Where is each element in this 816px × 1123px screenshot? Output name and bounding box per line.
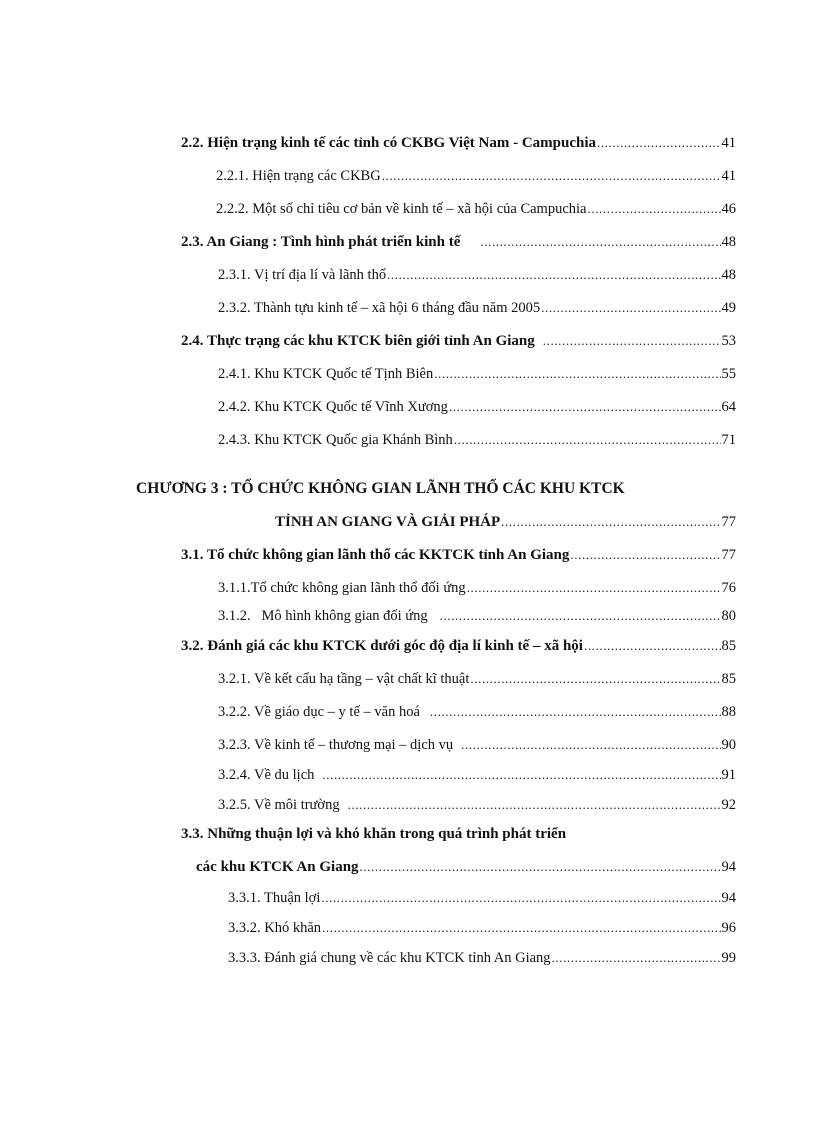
toc-leader-dots [440,606,721,626]
toc-entry-2-4 [181,331,736,351]
toc-leader-dots [588,199,721,219]
toc-entry-label: 3.2.4. Về du lịch [218,767,315,783]
toc-entry-label: 2.2.2. Một số chỉ tiêu cơ bản về kinh tế – xã hội của Campuchia [216,201,587,217]
toc-leader-dots [321,888,720,908]
toc-entry-page: 64 [721,399,736,415]
toc-entry-3-2 [181,636,736,656]
toc-entry-3-3-1 [228,888,736,908]
toc-entry-label: 2.3.1. Vị trí địa lí và lãnh thổ [218,267,387,283]
toc-leader-dots [584,636,721,656]
toc-leader-dots [360,857,721,877]
toc-entry-2-4-1 [218,364,736,384]
toc-leader-dots [322,765,720,785]
toc-entry-page: 77 [721,547,736,563]
toc-entry-page: 77 [721,514,736,530]
toc-entry-label: 3.2.2. Về giáo dục – y tế – văn hoá [218,704,420,720]
toc-entry-label: 3.2.1. Về kết cấu hạ tầng – vật chất kĩ thuật [218,671,470,687]
toc-entry-label: TỈNH AN GIANG VÀ GIẢI PHÁP [275,514,501,530]
toc-leader-dots [467,578,721,598]
toc-entry-page: 53 [721,333,736,349]
toc-entry-label: 3.1.2. Mô hình không gian đối ứng [218,608,428,624]
toc-leader-dots [382,166,721,186]
toc-entry-label: 3.3.3. Đánh giá chung về các khu KTCK tỉnh An Giang [228,950,551,966]
toc-entry-page: 48 [721,267,736,283]
toc-leader-dots [387,265,720,285]
toc-entry-page: 55 [721,366,736,382]
toc-entry-page: 85 [721,671,736,687]
toc-entry-page: 92 [721,797,736,813]
toc-entry-page: 48 [721,234,736,250]
toc-entry-page: 94 [721,890,736,906]
toc-entry-label: 3.3.1. Thuận lợi [228,890,321,906]
toc-entry-label: các khu KTCK An Giang [196,859,359,875]
toc-entry-page: 41 [721,168,736,184]
chapter-3-heading-continued [275,512,736,532]
toc-entry-2-2-2 [216,199,736,219]
toc-leader-dots [449,397,721,417]
toc-leader-dots [430,702,721,722]
toc-entry-label: 2.3. An Giang : Tình hình phát triển kinh tế [181,234,461,250]
toc-entry-label: 3.2. Đánh giá các khu KTCK dưới góc độ địa lí kinh tế – xã hội [181,638,583,654]
toc-entry-2-4-2 [218,397,736,417]
toc-entry-label: 2.4.2. Khu KTCK Quốc tế Vĩnh Xương [218,399,448,415]
toc-leader-dots [541,298,720,318]
toc-entry-label: 3.1. Tổ chức không gian lãnh thổ các KKTCK tỉnh An Giang [181,547,570,563]
toc-entry-label: 2.2.1. Hiện trạng các CKBG [216,168,381,184]
chapter-3-heading: CHƯƠNG 3 : TỔ CHỨC KHÔNG GIAN LÃNH THỔ CÁC KHU KTCK [136,480,625,497]
toc-entry-label: 2.3.2. Thành tựu kinh tế – xã hội 6 tháng đầu năm 2005 [218,300,541,316]
toc-entry-page: 41 [721,135,736,151]
toc-entry-3-2-3 [218,735,736,755]
toc-leader-dots [501,512,720,532]
toc-entry-3-1-2 [218,606,736,626]
toc-leader-dots [597,133,721,153]
toc-entry-page: 94 [721,859,736,875]
toc-entry-3-2-5 [218,795,736,815]
toc-entry-3-1 [181,545,736,565]
toc-entry-page: 88 [721,704,736,720]
toc-entry-page: 76 [721,580,736,596]
toc-leader-dots [348,795,721,815]
toc-entry-page: 96 [721,920,736,936]
toc-entry-2-2-1 [216,166,736,186]
toc-entry-label: 2.4.1. Khu KTCK Quốc tế Tịnh Biên [218,366,434,382]
toc-entry-3-3-continued [196,857,736,877]
toc-entry-page: 99 [721,950,736,966]
toc-entry-2-4-3 [218,430,736,450]
toc-entry-3-3-3 [228,948,736,968]
toc-entry-page: 91 [721,767,736,783]
toc-entry-label: 3.2.3. Về kinh tế – thương mại – dịch vụ [218,737,454,753]
toc-entry-2-2 [181,133,736,153]
toc-entry-3-2-1 [218,669,736,689]
toc-leader-dots [434,364,720,384]
toc-entry-3-1-1 [218,578,736,598]
toc-leader-dots [570,545,720,565]
toc-entry-page: 46 [721,201,736,217]
toc-leader-dots [470,669,720,689]
toc-entry-page: 80 [721,608,736,624]
toc-entry-label: 3.1.1.Tổ chức không gian lãnh thổ đối ứng [218,580,466,596]
toc-entry-label: 3.3.2. Khó khăn [228,920,322,936]
toc-entry-3-3-2 [228,918,736,938]
toc-entry-page: 90 [721,737,736,753]
toc-entry-page: 85 [721,638,736,654]
toc-entry-label: 3.2.5. Về môi trường [218,797,340,813]
toc-entry-2-3 [181,232,736,252]
toc-entry-label: 2.4. Thực trạng các khu KTCK biên giới tỉnh An Giang [181,333,535,349]
toc-leader-dots [322,918,720,938]
toc-entry-2-3-1 [218,265,736,285]
toc-entry-label: 2.4.3. Khu KTCK Quốc gia Khánh Bình [218,432,453,448]
toc-entry-2-3-2 [218,298,736,318]
toc-entry-label: 2.2. Hiện trạng kinh tế các tỉnh có CKBG Việt Nam - Campuchia [181,135,596,151]
toc-leader-dots [454,430,721,450]
toc-leader-dots [461,735,720,755]
toc-leader-dots [480,232,720,252]
toc-entry-3-2-2 [218,702,736,722]
toc-entry-page: 71 [721,432,736,448]
toc-entry-page: 49 [721,300,736,316]
toc-leader-dots [552,948,721,968]
toc-leader-dots [543,331,721,351]
toc-entry-3-3: 3.3. Những thuận lợi và khó khăn trong quá trình phát triển [181,826,567,842]
toc-entry-3-2-4 [218,765,736,785]
